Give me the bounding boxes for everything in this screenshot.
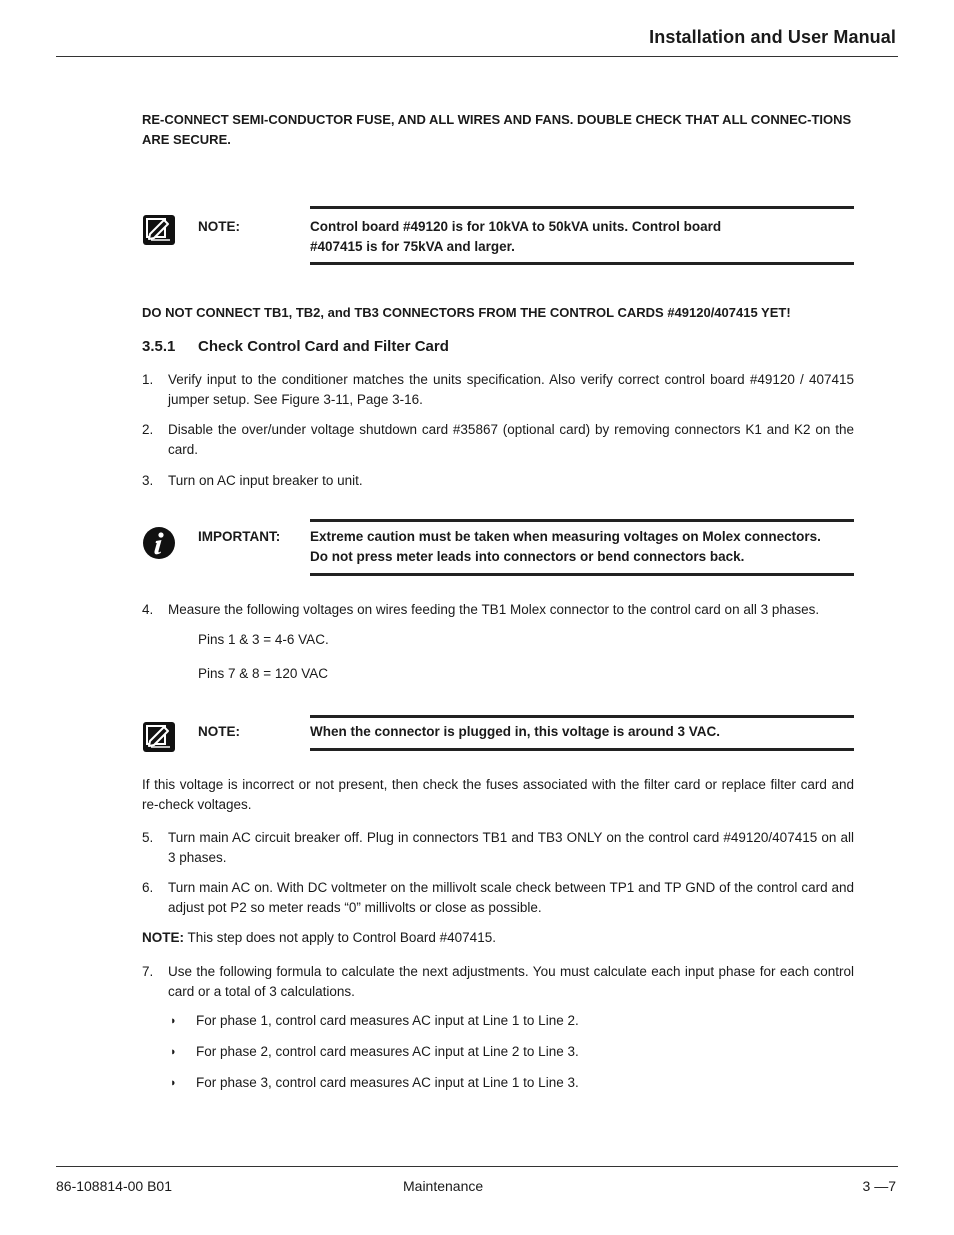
step-text: Disable the over/under voltage shutdown card #35867 (optional card) by removing connectors K1 and K2 on the card. xyxy=(168,422,854,457)
important-line-1: Extreme caution must be taken when measuring voltages on Molex connectors. xyxy=(310,529,821,544)
header-divider xyxy=(56,56,898,57)
pins-reading: Pins 1 & 3 = 4-6 VAC. xyxy=(198,632,329,647)
footer-section: Maintenance xyxy=(403,1178,484,1194)
step-text: Use the following formula to calculate the next adjustments. You must calculate each input phase for each control card or a total of 3 calculations. xyxy=(168,964,854,999)
step-number: 1. xyxy=(142,372,154,387)
bullet-icon: ◗ xyxy=(170,1015,177,1027)
note-line-2: #407415 is for 75kVA and larger. xyxy=(310,239,515,254)
note-line-1: Control board #49120 is for 10kVA to 50kVA units. Control board xyxy=(310,219,722,234)
footer-divider xyxy=(56,1166,898,1167)
section-title: Check Control Card and Filter Card xyxy=(198,338,449,355)
step-text: Verify input to the conditioner matches the units specification. Also verify correct control board #49120 / 407415 jumper setup. See Figure 3-11, Page 3-16. xyxy=(168,372,854,407)
section-number: 3.5.1 xyxy=(142,338,176,355)
note-label: NOTE: xyxy=(198,219,240,234)
page-header-title: Installation and User Manual xyxy=(649,27,896,47)
important-text xyxy=(310,527,854,567)
step-number: 4. xyxy=(142,602,154,617)
note-pencil-icon xyxy=(142,214,176,246)
note-top-rule xyxy=(310,206,854,209)
note-top-rule xyxy=(310,715,854,718)
step-text: Turn main AC on. With DC voltmeter on the millivolt scale check between TP1 and TP GND of the control card and adjust pot P2 so meter reads “0” millivolts or close as possible. xyxy=(168,880,854,915)
note-bottom-rule xyxy=(310,262,854,265)
reconnect-instruction: RE-CONNECT SEMI-CONDUCTOR FUSE, AND ALL WIRES AND FANS. DOUBLE CHECK THAT ALL CONNEC-TIONS ARE SECURE. xyxy=(142,112,852,147)
step-number: 2. xyxy=(142,422,154,437)
note-bottom-rule xyxy=(310,748,854,751)
bullet-icon: ◗ xyxy=(170,1046,177,1058)
note-label: NOTE: xyxy=(198,724,240,739)
voltage-check-paragraph: If this voltage is incorrect or not present, then check the fuses associated with the filter card or replace filter card and re-check voltages. xyxy=(142,777,854,812)
info-icon xyxy=(142,526,176,558)
step-number: 6. xyxy=(142,880,154,895)
bullet-text: For phase 1, control card measures AC input at Line 1 to Line 2. xyxy=(196,1013,579,1028)
note-text xyxy=(310,217,854,257)
note-text: When the connector is plugged in, this voltage is around 3 VAC. xyxy=(310,724,721,739)
note-pencil-icon xyxy=(142,721,176,753)
step-text: Turn main AC circuit breaker off. Plug in connectors TB1 and TB3 ONLY on the control card #49120/407415 on all 3 phases. xyxy=(168,830,854,865)
important-top-rule xyxy=(310,519,854,522)
warning-text: DO NOT CONNECT TB1, TB2, and TB3 CONNECTORS FROM THE CONTROL CARDS #49120/407415 YET! xyxy=(142,305,791,320)
step-number: 5. xyxy=(142,830,154,845)
bullet-text: For phase 2, control card measures AC input at Line 2 to Line 3. xyxy=(196,1044,579,1059)
step-note-label: NOTE: xyxy=(142,930,184,945)
pins-reading: Pins 7 & 8 = 120 VAC xyxy=(198,666,328,681)
bullet-icon: ◗ xyxy=(170,1077,177,1089)
important-line-2: Do not press meter leads into connectors or bend connectors back. xyxy=(310,549,745,564)
step-number: 7. xyxy=(142,964,154,979)
step-text: Turn on AC input breaker to unit. xyxy=(168,473,363,488)
step-text: Measure the following voltages on wires feeding the TB1 Molex connector to the control card on all 3 phases. xyxy=(168,602,820,617)
important-bottom-rule xyxy=(310,573,854,576)
step-number: 3. xyxy=(142,473,154,488)
important-label: IMPORTANT: xyxy=(198,529,281,544)
footer-page-number: 3 —7 xyxy=(862,1178,896,1194)
step-note xyxy=(142,928,496,948)
footer-doc-number: 86-108814-00 B01 xyxy=(56,1178,172,1194)
bullet-text: For phase 3, control card measures AC input at Line 1 to Line 3. xyxy=(196,1075,579,1090)
step-note-text: This step does not apply to Control Board #407415. xyxy=(184,930,496,945)
